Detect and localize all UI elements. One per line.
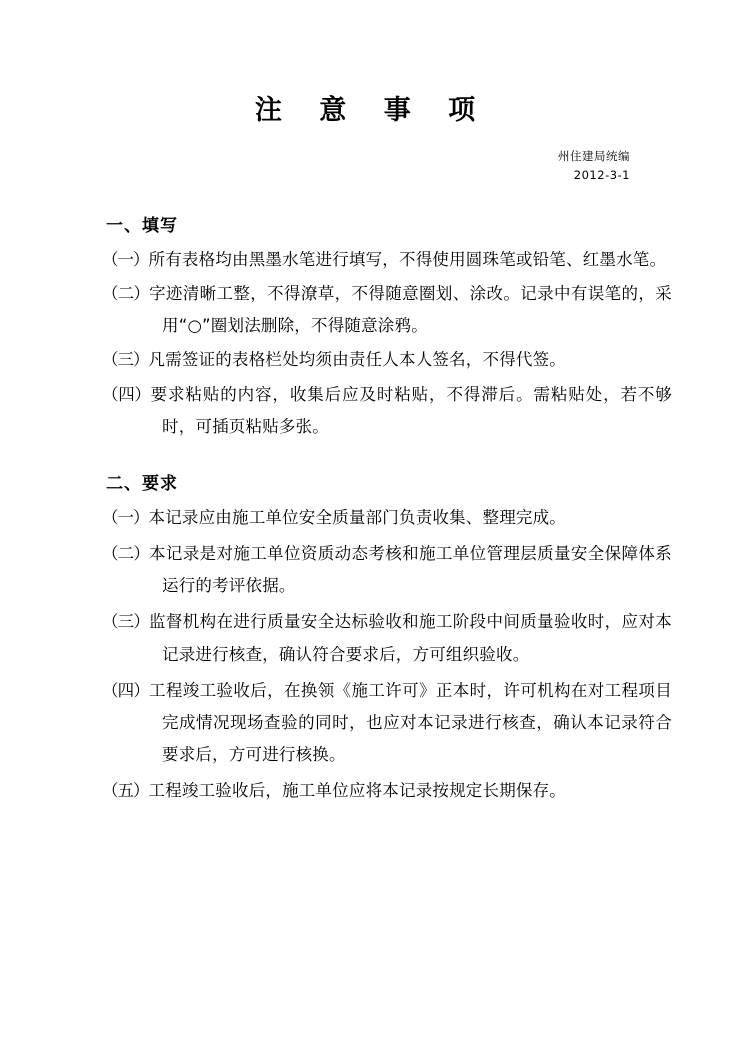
section-filling — [72, 211, 672, 443]
clause-text: 要求粘贴的内容，收集后应及时粘贴，不得滞后。需粘贴处，若不够时，可插页粘贴多张。 — [150, 384, 672, 436]
clause-item — [72, 244, 672, 276]
clause-item — [72, 538, 672, 602]
clause-text: 本记录应由施工单位安全质量部门负责收集、整理完成。 — [148, 507, 566, 527]
clause-item — [72, 344, 672, 376]
clause-text: 字迹清晰工整，不得潦草，不得随意圈划、涂改。记录中有误笔的，采用“○”圈划法删除，不得随意涂鸦。 — [149, 284, 673, 336]
clause-marker: （四） — [102, 384, 151, 404]
clause-text: 本记录是对施工单位资质动态考核和施工单位管理层质量安全保障体系运行的考评依据。 — [149, 544, 673, 596]
page-title: 注 意 事 项 — [254, 95, 490, 126]
clause-text: 工程竣工验收后，施工单位应将本记录按规定长期保存。 — [148, 781, 566, 801]
clause-marker: （三） — [102, 350, 149, 370]
clause-item — [72, 675, 672, 772]
clause-marker: （三） — [102, 612, 150, 632]
clause-text: 工程竣工验收后，在换领《施工许可》正本时，许可机构在对工程项目完成情况现场查验的同时，也应对本记录进行核查，确认本记录符合要求后，方可进行核换。 — [149, 680, 673, 765]
clause-item — [72, 379, 672, 443]
clause-item — [72, 606, 672, 670]
issuer-organization: 州住建局统编 — [558, 149, 630, 163]
clause-item — [72, 502, 672, 534]
section-heading-requirements: 二、要求 — [106, 473, 178, 494]
issuer-block — [72, 147, 672, 185]
clause-marker: （一） — [102, 249, 149, 269]
clause-item — [72, 775, 672, 807]
issuer-date: 2012-3-1 — [573, 167, 630, 182]
clause-text: 所有表格均由黑墨水笔进行填写，不得使用圆珠笔或铅笔、红墨水笔。 — [148, 249, 667, 269]
clause-text: 凡需签证的表格栏处均须由责任人本人签名，不得代签。 — [148, 350, 566, 370]
clause-marker: （四） — [102, 680, 150, 700]
document-body — [72, 0, 672, 812]
section-heading-filling: 一、填写 — [106, 215, 178, 236]
clause-marker: （一） — [102, 507, 149, 527]
clause-marker: （二） — [102, 544, 150, 564]
clause-marker: （二） — [102, 284, 150, 304]
section-requirements — [72, 469, 672, 808]
clause-marker: （五） — [102, 781, 149, 801]
clause-text: 监督机构在进行质量安全达标验收和施工阶段中间质量验收时，应对本记录进行核查，确认符合要求后，方可组织验收。 — [149, 612, 673, 664]
clause-item — [72, 278, 672, 342]
